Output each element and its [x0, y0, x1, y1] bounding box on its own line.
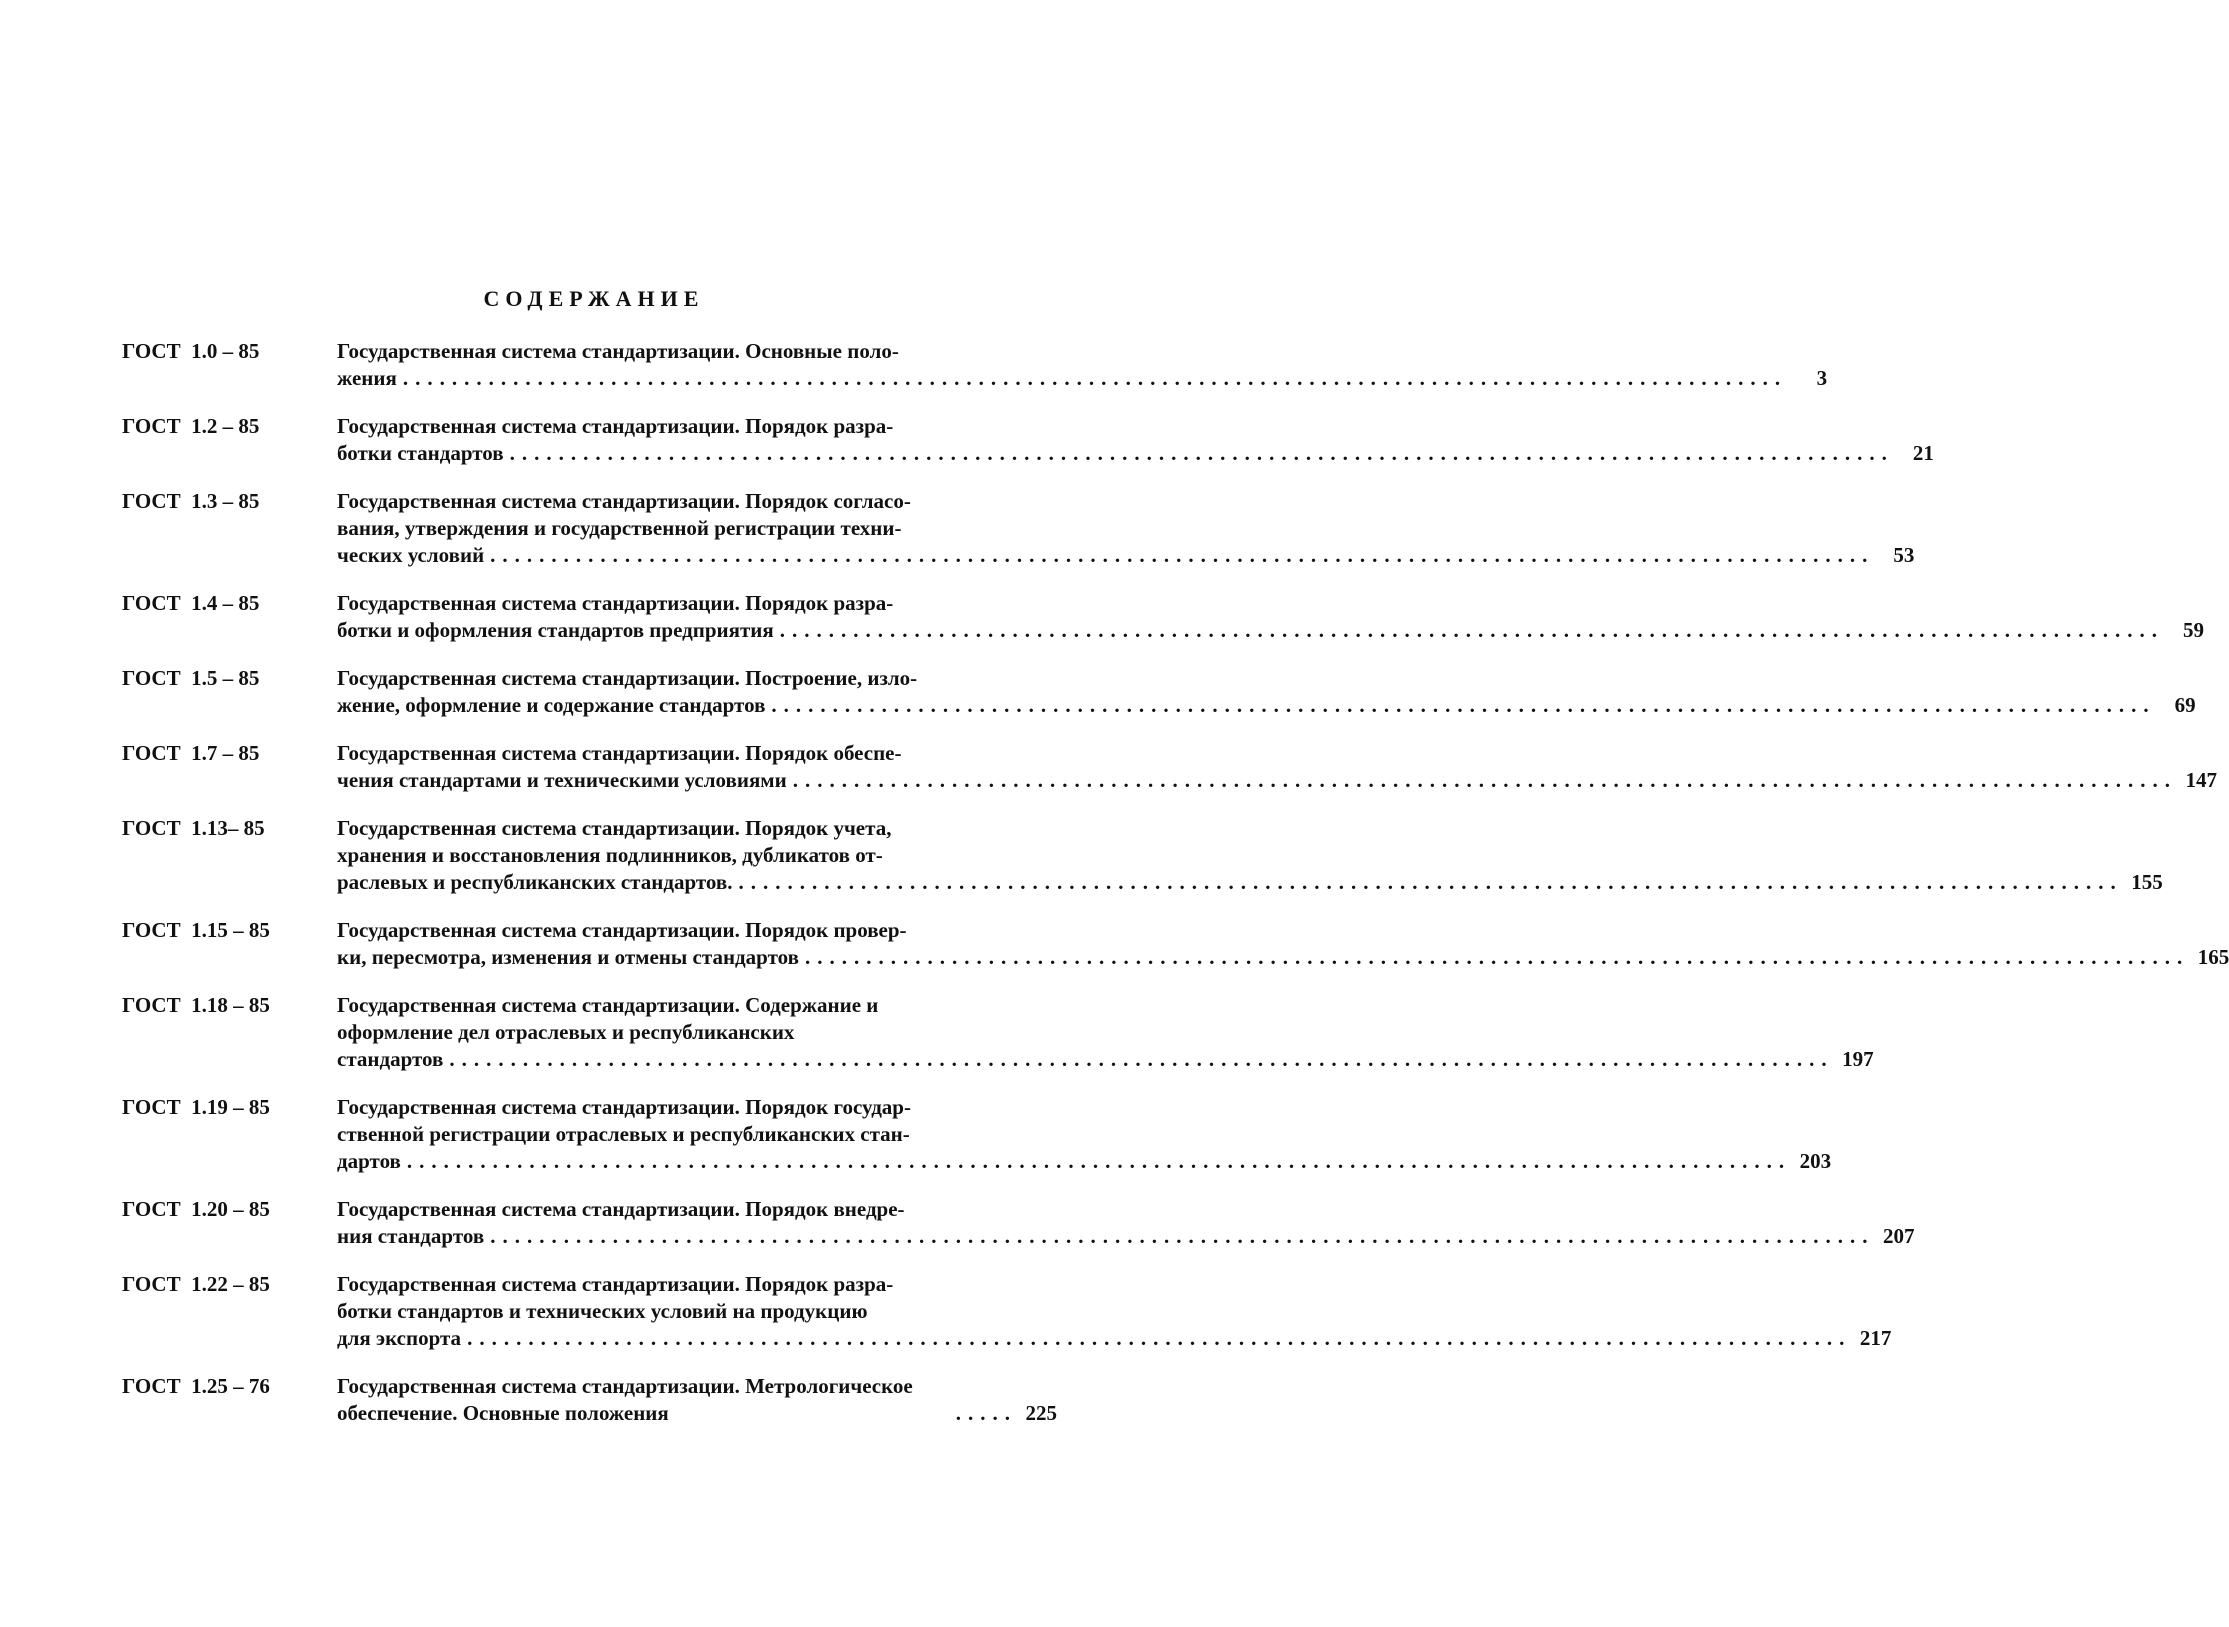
toc-entry-line: Государственная система стандартизации. Построение, изло-: [337, 666, 918, 690]
toc-entry-code: ГОСТ 1.3 – 85: [122, 489, 260, 513]
toc-entry-code: ГОСТ 1.13– 85: [122, 816, 265, 840]
dot-leader: .................................................................................................................: [804, 945, 2190, 969]
toc-entry-description: [337, 992, 1874, 1073]
toc-entry-description: [337, 338, 1828, 392]
toc-entry-last-line: [337, 440, 1934, 467]
toc-entry: [122, 590, 2205, 644]
toc-entry: [122, 1196, 1915, 1250]
toc-entry-line: вания, утверждения и государственной регистрации техни-: [337, 516, 902, 540]
toc-entry-line: обеспечение. Основные положения: [337, 1401, 669, 1425]
toc-entry-line: Государственная система стандартизации. Порядок учета,: [337, 816, 892, 840]
toc-entry-code: ГОСТ 1.15 – 85: [122, 918, 270, 942]
toc-entry-line: Государственная система стандартизации. Порядок государ-: [337, 1095, 911, 1119]
dot-leader: .................................................................................................................: [738, 870, 2123, 894]
toc-entry-page: 3: [1816, 366, 1828, 390]
dot-leader: .....: [955, 1401, 1017, 1425]
toc-entry: [122, 1373, 1062, 1427]
toc-entry-page: 165: [2197, 945, 2229, 969]
toc-entry-last-line: [337, 1325, 1892, 1352]
toc-entry-last-line: [337, 1400, 1057, 1427]
toc-entry-page: 207: [1882, 1224, 1915, 1248]
toc-entry-line: ботки стандартов и технических условий на продукцию: [337, 1299, 868, 1323]
dot-leader: .................................................................................................................: [490, 543, 1875, 567]
toc-entry-line: Государственная система стандартизации. Порядок согласо-: [337, 489, 911, 513]
toc-entry-code: ГОСТ 1.19 – 85: [122, 1095, 270, 1119]
toc-entry-description: [337, 413, 1934, 467]
toc-entry-description: [337, 1196, 1915, 1250]
toc-entry-line: жения: [337, 366, 397, 390]
toc-entry-page: 225: [1025, 1401, 1057, 1425]
toc-entry-last-line: [337, 692, 2196, 719]
toc-entry-code: ГОСТ 1.22 – 85: [122, 1272, 270, 1296]
toc-entry: [122, 413, 1934, 467]
toc-entry-page: 197: [1842, 1047, 1874, 1071]
dot-leader: .................................................................................................................: [509, 441, 1894, 465]
toc-entry-line: оформление дел отраслевых и республиканских: [337, 1020, 795, 1044]
toc-entry-page: 69: [2174, 693, 2196, 717]
page-title: СОДЕРЖАНИЕ: [483, 286, 705, 311]
toc-entry-line: Государственная система стандартизации. Порядок внедре-: [337, 1197, 905, 1221]
toc-entry-line: для экспорта: [337, 1326, 462, 1350]
toc-entry-last-line: [337, 542, 1915, 569]
toc-entry-code: ГОСТ 1.20 – 85: [122, 1197, 270, 1221]
toc-entry-last-line: [337, 767, 2217, 794]
dot-leader: .................................................................................................................: [406, 1149, 1792, 1173]
toc-entry-page: 147: [2185, 768, 2217, 792]
toc-entry-line: чения стандартами и техническими условиями: [337, 768, 787, 792]
toc-entry-page: 217: [1859, 1326, 1892, 1350]
toc-entry: [122, 815, 2163, 896]
toc-entry-description: [337, 590, 2205, 644]
toc-entry-code: ГОСТ 1.25 – 76: [122, 1374, 270, 1398]
toc-entry-line: ботки и оформления стандартов предприятия: [337, 618, 774, 642]
toc-entry-page: 59: [2183, 618, 2205, 642]
toc-entry-description: [337, 740, 2217, 794]
toc-entry: [122, 992, 1874, 1073]
table-of-contents: [122, 338, 2229, 1427]
toc-entry-line: дартов: [337, 1149, 401, 1173]
toc-entry-last-line: [337, 944, 2229, 971]
toc-entry-code: ГОСТ 1.4 – 85: [122, 591, 260, 615]
toc-entry-last-line: [337, 1148, 1832, 1175]
toc-entry-line: ческих условий: [337, 543, 485, 567]
toc-entry-page: 21: [1912, 441, 1934, 465]
toc-entry-code: ГОСТ 1.2 – 85: [122, 414, 260, 438]
toc-entry: [122, 1271, 1892, 1352]
toc-entry-line: ственной регистрации отраслевых и республиканских стан-: [337, 1122, 910, 1146]
toc-entry-page: 155: [2131, 870, 2163, 894]
toc-entry: [122, 338, 1828, 392]
toc-entry-line: Государственная система стандартизации. Порядок разра-: [337, 1272, 894, 1296]
toc-entry-line: Государственная система стандартизации. Порядок провер-: [337, 918, 907, 942]
toc-entry-line: ния стандартов: [337, 1224, 485, 1248]
toc-entry: [122, 1094, 1832, 1175]
toc-entry-line: ки, пересмотра, изменения и отмены стандартов: [337, 945, 799, 969]
dot-leader: .................................................................................................................: [792, 768, 2177, 792]
toc-entry-page: 53: [1893, 543, 1915, 567]
toc-entry-code: ГОСТ 1.5 – 85: [122, 666, 260, 690]
toc-entry-description: [337, 1094, 1832, 1175]
toc-entry-last-line: [337, 1046, 1874, 1073]
toc-entry-description: [337, 815, 2163, 896]
toc-entry-last-line: [337, 365, 1828, 392]
dot-leader: .................................................................................................................: [449, 1047, 1834, 1071]
toc-entry-line: стандартов: [337, 1047, 444, 1071]
toc-entry-code: ГОСТ 1.0 – 85: [122, 339, 260, 363]
dot-leader: .................................................................................................................: [467, 1326, 1852, 1350]
toc-entry: [122, 488, 1915, 569]
toc-entry-description: [337, 1271, 1892, 1352]
toc-entry-description: [337, 488, 1915, 569]
toc-entry-last-line: [337, 617, 2205, 644]
toc-entry-line: Государственная система стандартизации. Основные поло-: [337, 339, 899, 363]
toc-entry-code: ГОСТ 1.18 – 85: [122, 993, 270, 1017]
toc-entry: [122, 740, 2217, 794]
toc-entry-line: Государственная система стандартизации. Содержание и: [337, 993, 879, 1017]
dot-leader: .................................................................................................................: [771, 693, 2156, 717]
dot-leader: .................................................................................................................: [402, 366, 1788, 390]
toc-entry-description: [337, 917, 2229, 971]
toc-entry-line: Государственная система стандартизации. Порядок разра-: [337, 414, 894, 438]
toc-entry: [122, 917, 2229, 971]
toc-entry-line: раслевых и республиканских стандартов.: [337, 870, 733, 894]
toc-entry-line: хранения и восстановления подлинников, дубликатов от-: [337, 843, 883, 867]
toc-entry-last-line: [337, 869, 2163, 896]
toc-entry: [122, 665, 2196, 719]
dot-leader: .................................................................................................................: [490, 1224, 1875, 1248]
toc-entry-description: [337, 1373, 1057, 1427]
toc-entry-line: Государственная система стандартизации. Порядок разра-: [337, 591, 894, 615]
dot-leader: .................................................................................................................: [779, 618, 2165, 642]
toc-entry-line: ботки стандартов: [337, 441, 504, 465]
toc-entry-line: жение, оформление и содержание стандартов: [337, 693, 766, 717]
toc-entry-line: Государственная система стандартизации. Порядок обеспе-: [337, 741, 902, 765]
toc-entry-code: ГОСТ 1.7 – 85: [122, 741, 260, 765]
toc-entry-line: Государственная система стандартизации. Метрологическое: [337, 1374, 913, 1398]
toc-entry-page: 203: [1799, 1149, 1832, 1173]
toc-entry-description: [337, 665, 2196, 719]
toc-entry-last-line: [337, 1223, 1915, 1250]
